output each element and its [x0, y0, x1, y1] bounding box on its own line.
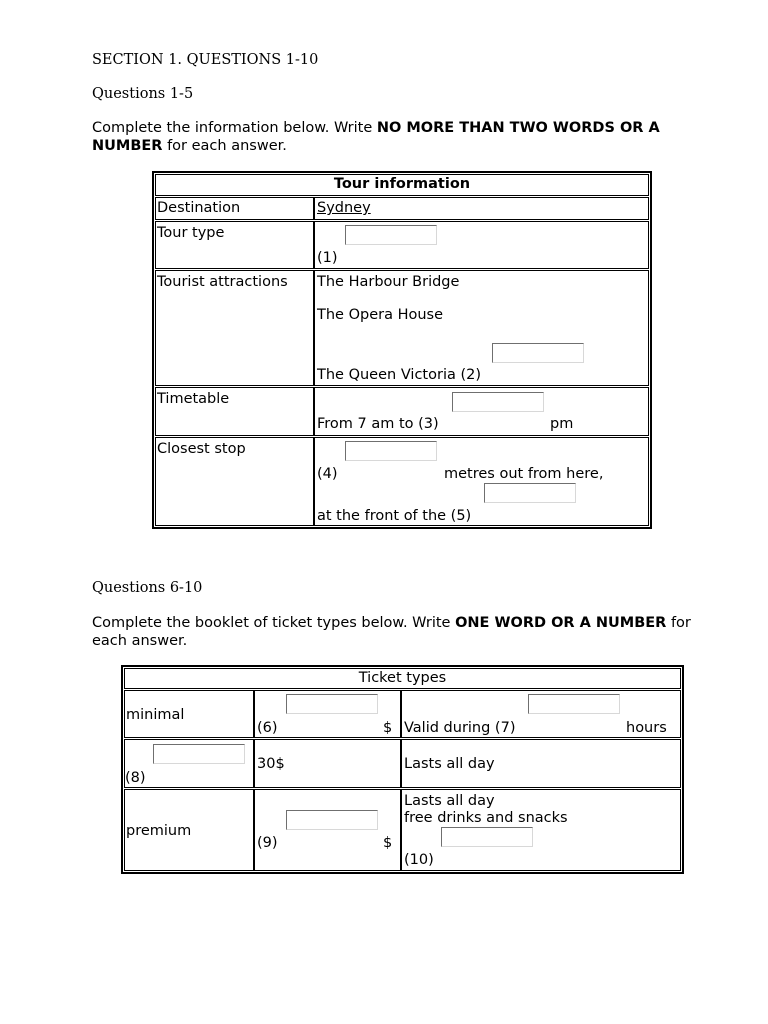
section-title: SECTION 1. QUESTIONS 1-10: [92, 52, 319, 68]
tour-table-title: Tour information: [333, 176, 471, 192]
timetable-label: Timetable: [157, 391, 230, 407]
question-4-label: (4): [317, 466, 338, 482]
attraction-item-3: The Queen Victoria (2): [317, 367, 482, 383]
answer-4-input[interactable]: [345, 441, 437, 461]
attractions-label: Tourist attractions: [157, 274, 288, 290]
destination-label: Destination: [157, 200, 241, 216]
answer-6-input[interactable]: [286, 694, 378, 714]
ticket-row3-price-cell: [254, 789, 401, 871]
answer-3-input[interactable]: [452, 392, 544, 412]
row2-price: 30$: [257, 756, 285, 772]
validity-during: Valid during (7): [404, 720, 516, 736]
part2-heading: Questions 6-10: [92, 580, 203, 596]
validity-hours: hours: [626, 720, 667, 736]
question-6-label: (6): [257, 720, 278, 736]
attraction-item-1: The Harbour Bridge: [317, 274, 460, 290]
part1-instruction: Complete the information below. Write NO MORE THAN TWO WORDS OR A NUMBER for each answer.: [92, 120, 660, 154]
question-1-label: (1): [317, 250, 338, 266]
row3-validity-line2: free drinks and snacks: [404, 810, 568, 826]
answer-5-input[interactable]: [484, 483, 576, 503]
ticket-minimal-name: minimal: [126, 707, 185, 723]
tour-type-label: Tour type: [157, 225, 225, 241]
part2-instruction: Complete the booklet of ticket types below. Write ONE WORD OR A NUMBER for each answer.: [92, 615, 691, 649]
ticket-table-title: Ticket types: [358, 670, 447, 686]
row3-validity-line1: Lasts all day: [404, 793, 495, 809]
ticket-premium-name: premium: [126, 823, 192, 839]
answer-8-input[interactable]: [153, 744, 245, 764]
destination-value: Sydney: [317, 200, 371, 216]
answer-2-input[interactable]: [492, 343, 584, 363]
part1-heading: Questions 1-5: [92, 86, 194, 102]
question-8-label: (8): [125, 770, 146, 786]
attraction-item-2: The Opera House: [317, 307, 444, 323]
question-9-label: (9): [257, 835, 278, 851]
answer-7-input[interactable]: [528, 694, 620, 714]
answer-1-input[interactable]: [345, 225, 437, 245]
row2-validity: Lasts all day: [404, 756, 495, 772]
row3-currency: $: [383, 835, 393, 851]
timetable-pm: pm: [550, 416, 574, 432]
stop-metres-text: metres out from here,: [444, 466, 604, 482]
question-10-label: (10): [404, 852, 434, 868]
answer-9-input[interactable]: [286, 810, 378, 830]
answer-10-input[interactable]: [441, 827, 533, 847]
row1-currency: $: [383, 720, 393, 736]
stop-front-text: at the front of the (5): [317, 508, 472, 524]
timetable-from: From 7 am to (3): [317, 416, 439, 432]
closest-stop-label: Closest stop: [157, 441, 246, 457]
